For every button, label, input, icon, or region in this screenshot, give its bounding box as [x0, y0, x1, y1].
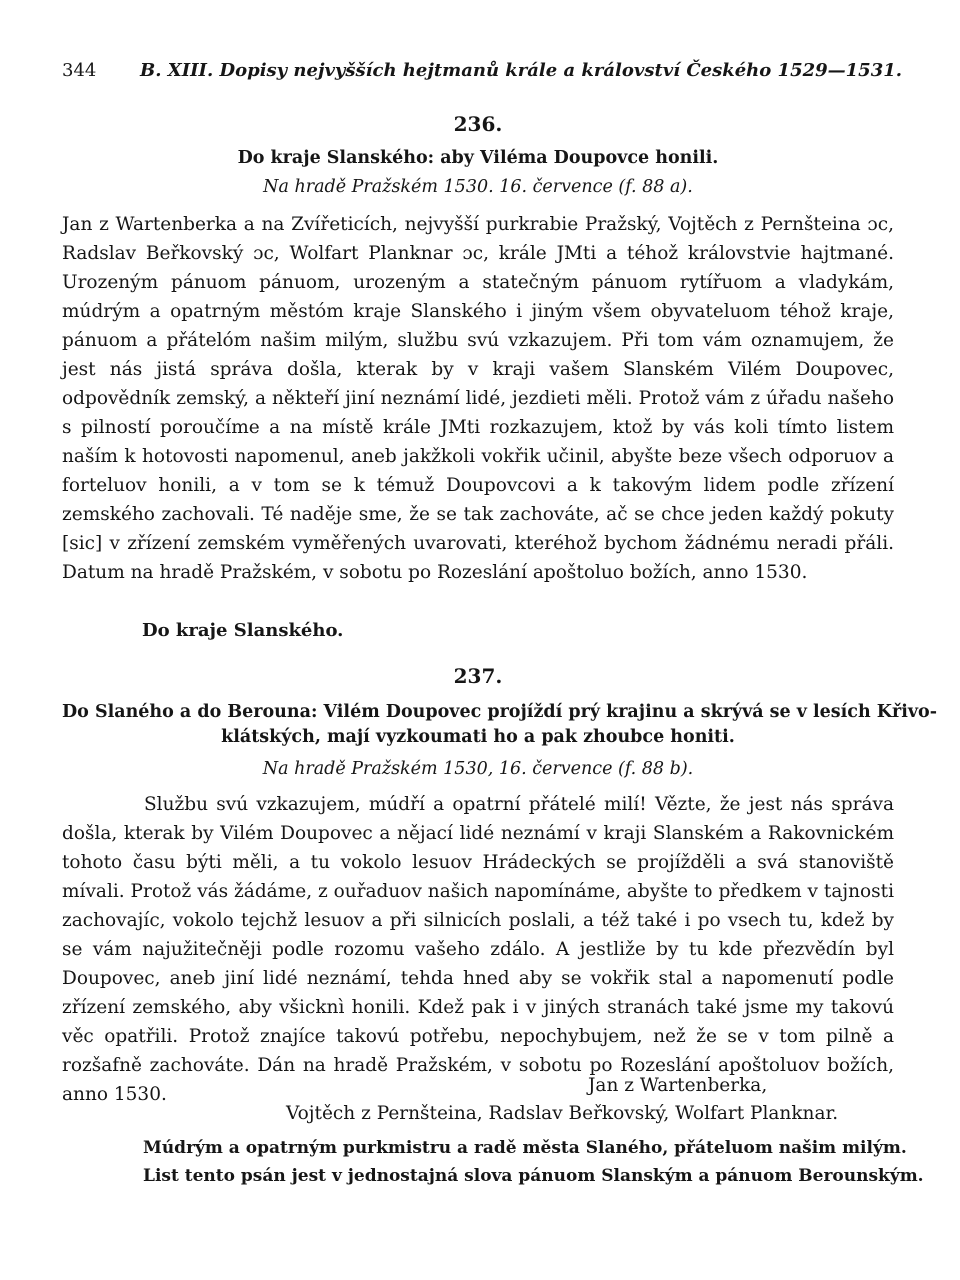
page-number: 344	[62, 60, 97, 81]
letter-title-line-1: Do Slaného a do Berouna: Vilém Doupovec projíždí prý krajinu a skrývá se v lesích Křivo-	[62, 702, 937, 722]
letter-date: Na hradě Pražském 1530, 16. července (f. 88 b).	[262, 759, 694, 779]
letter-body-text: Jan z Wartenberka a na Zvířeticích, nejvyšší purkrabie Pražský, Vojtěch z Pernšteina ɔc, Radslav Beřkovský ɔc, Wolfart Planknar ɔc, krále JMti a téhož královstvie hajtmané. Urozeným pánuom pánuom, urozeným a statečným pánuom rytířuom a vladykám, múdrým a opatrným městóm kraje Slanského i jiným všem obyvateluom téhož kraje, pánuom a přátelóm našim milým, službu svú vzkazujem. Při tom vám oznamujem, že jest nás jistá správa došla, kterak by v kraji vašem Slanském Vilém Doupovec, odpovědník zemský, a někteří jiní neznámí lidé, jezdieti měli. Protož vám z úřadu našeho s pilností poroučíme a na místě krále JMti rozkazujem, ktož by vás koli tímto listem naším k hotovosti napomenul, aneb jakžkoli vokřik učinil, abyšte beze všech odporuov a forteluov honili, a v tom se k témuž Doupovcovi a k takovým lidem podle zřízení zemského zachovali. Té naděje sme, že se tak zachováte, ač se chce jeden každý pokuty [sic] v zřízení zemském vyměřených uvarovati, kteréhož bychom žádnému neradi přáli. Datum na hradě Pražském, v sobotu po Rozeslání apoštoluo božích, anno 1530.	[62, 214, 894, 583]
signature-cosigners: Vojtěch z Pernšteina, Radslav Beřkovský, Wolfart Planknar.	[286, 1103, 839, 1124]
letter-number: 237.	[453, 664, 503, 688]
letter-body	[62, 210, 894, 587]
letter-date: Na hradě Pražském 1530. 16. července (f. 88 a).	[263, 177, 693, 197]
letter-title	[62, 700, 937, 750]
signature-primary: Jan z Wartenberka,	[588, 1075, 768, 1096]
letter-address: Múdrým a opatrným purkmistru a radě města Slaného, přáteluom našim milým.	[143, 1138, 907, 1158]
letter-number: 236.	[453, 112, 503, 136]
letter-note: List tento psán jest v jednostajná slova pánuom Slanským a pánuom Berounským.	[143, 1166, 924, 1186]
letter-address: Do kraje Slanského.	[142, 620, 344, 641]
page-header	[62, 60, 902, 81]
running-title: B. XIII. Dopisy nejvyšších hejtmanů krále a království Českého 1529—1531.	[140, 60, 903, 81]
letter-body	[62, 790, 894, 1109]
letter-title: Do kraje Slanského: aby Viléma Doupovce honili.	[237, 148, 719, 168]
letter-title-line-2: klátských, mají vyzkoumati ho a pak zhoubce honiti.	[221, 727, 735, 747]
letter-body-text: Službu svú vzkazujem, múdří a opatrní přátelé milí! Vězte, že jest nás správa došla, kterak by Vilém Doupovec a nějací lidé neznámí v kraji Slanském a Rakovnickém tohoto času býti měli, a tu vokolo lesuov Hrádeckých se projížděli a svá stanoviště mívali. Protož vás žádáme, z ouřaduov našich napomínáme, abyšte to předkem v tajnosti zachovajíc, vokolo tejchž lesuov a při silnicích poslali, a též také i po vsech tu, kdež by se vám najužitečněji podle rozomu vašeho zdálo. A jestliže by tu kde přezvědín byl Doupovec, aneb jiní lidé neznámí, tehda hned aby se vokřik stal a napomenutí podle zřízení zemského, aby všicknì honili. Kdež pak i v jiných stranách také jsme my takovú věc opatřili. Protož znajíce takovú potřebu, nepochybujem, než že se v tom pilně a rozšafně zachováte. Dán na hradě Pražském, v sobotu po Rozeslání apoštoluov božích, anno 1530.	[62, 794, 894, 1105]
